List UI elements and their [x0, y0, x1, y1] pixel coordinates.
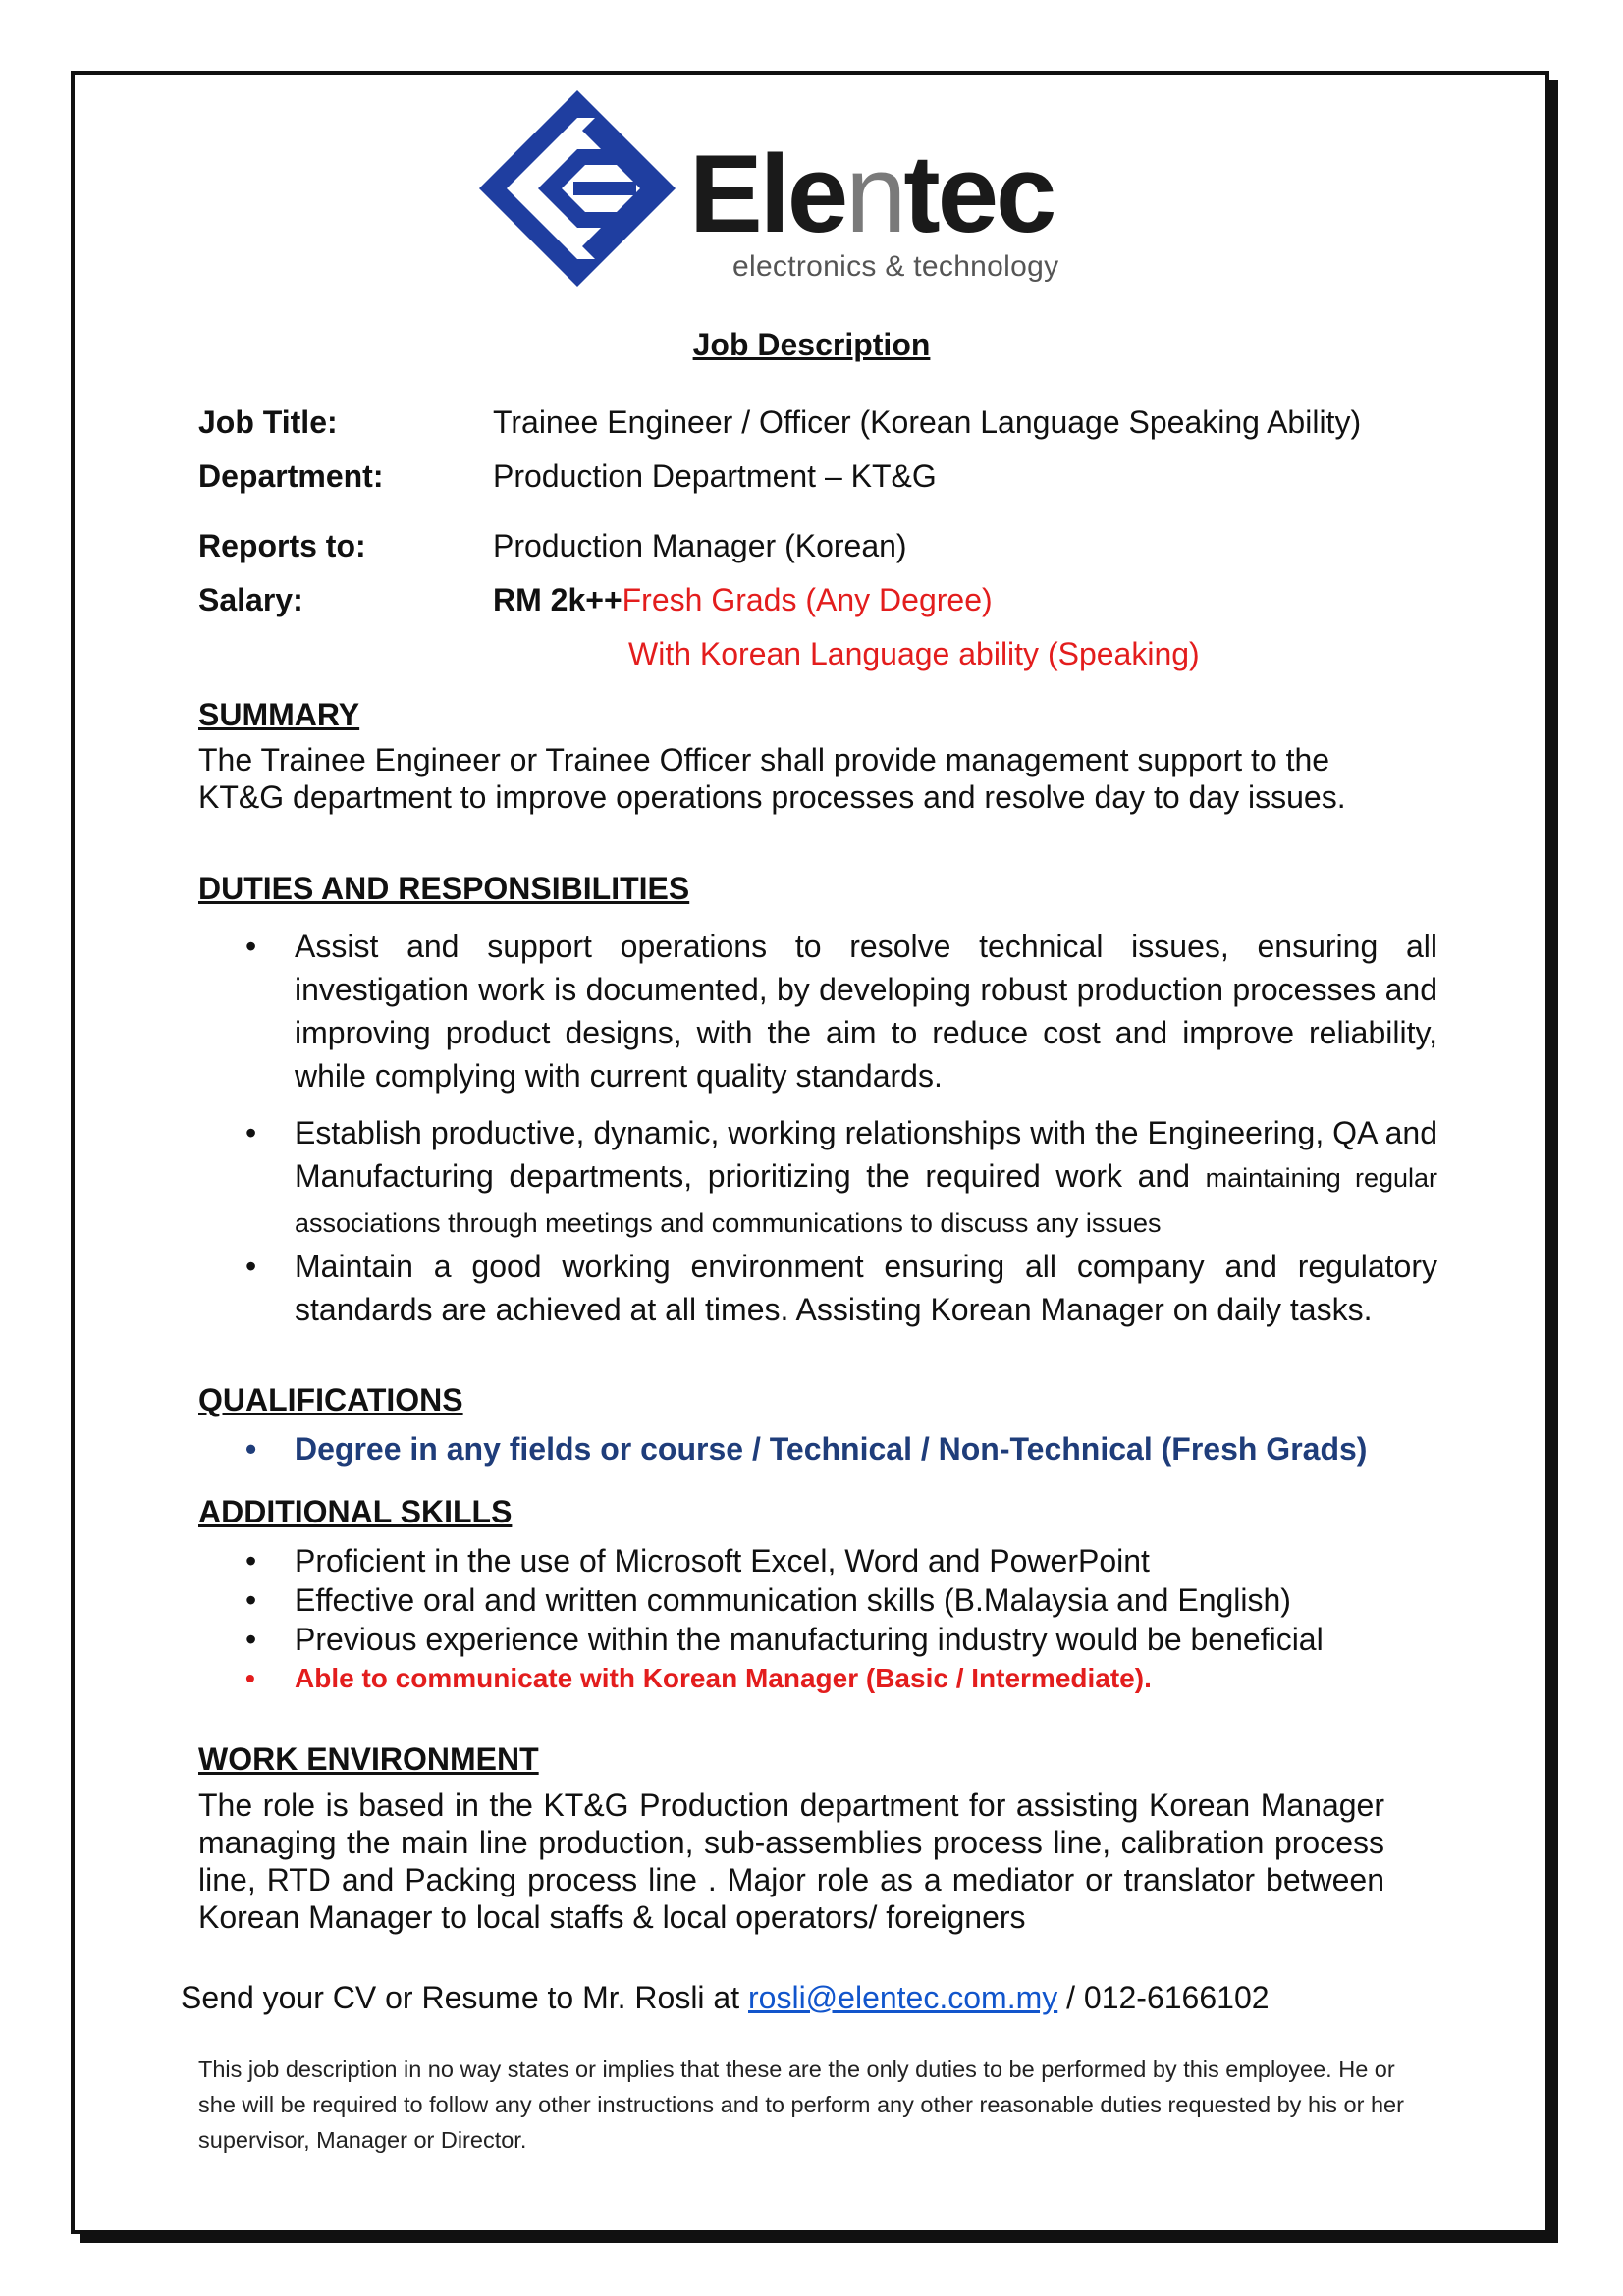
salary-note-2: With Korean Language ability (Speaking) [628, 636, 1200, 671]
duties-list [198, 925, 1437, 1345]
summary-text: The Trainee Engineer or Trainee Officer shall provide management support to the KT&G department to improve operations processes and resolve day to day issues. [198, 742, 1346, 815]
list-item: • Maintain a good working environment ensuring all company and regulatory standards are achieved at all times. Assisting Korean Manager on daily tasks. [198, 1245, 1437, 1331]
qualifications-list [198, 1429, 1437, 1468]
job-title-value: Trainee Engineer / Officer (Korean Language Speaking Ability) [493, 404, 1362, 440]
elentec-logo [479, 90, 1088, 287]
list-item: • Assist and support operations to resolve technical issues, ensuring all investigation work is documented, by developing robust production processes and improving product designs, with the aim to reduce cost and improve reliability, while complying with current quality standards. [198, 925, 1437, 1097]
department-value: Production Department – KT&G [493, 458, 937, 494]
disclaimer-text: This job description in no way states or implies that these are the only duties to be performed by this employee. He or she will be required to follow any other instructions and to perform any other reasonable duties requested by his or her supervisor, Manager or Director. [198, 2056, 1404, 2153]
work-environment-heading: WORK ENVIRONMENT [198, 1741, 539, 1777]
department-label: Department: [198, 458, 384, 494]
contact-line [181, 1978, 1270, 2017]
list-item: • Establish productive, dynamic, working relationships with the Engineering, QA and Manufacturing departments, prioritizing the required work and maintaining regular associations through meetings and communications to discuss any issues [198, 1111, 1437, 1245]
salary-figure: RM 2k++ [493, 582, 622, 617]
salary-value [493, 580, 993, 619]
duties-heading: DUTIES AND RESPONSIBILITIES [198, 871, 690, 906]
logo-wordmark: Elentec [689, 133, 1055, 255]
salary-label: Salary: [198, 582, 303, 617]
reports-to-value: Production Manager (Korean) [493, 528, 907, 563]
elentec-emblem-icon [479, 90, 685, 287]
list-item: • Previous experience within the manufacturing industry would be beneficial [198, 1620, 1437, 1659]
list-item: • Degree in any fields or course / Technical / Non-Technical (Fresh Grads) [198, 1429, 1437, 1468]
job-title-label: Job Title: [198, 404, 338, 440]
list-item: • Proficient in the use of Microsoft Excel, Word and PowerPoint [198, 1541, 1437, 1580]
work-environment-text: The role is based in the KT&G Production department for assisting Korean Manager managing the main line production, sub-assemblies process line, calibration process line, RTD and Packing process line . Major role as a mediator or translator between Korean Manager to local staffs & local operators/ foreigners [198, 1788, 1384, 1935]
contact-phone: / 012-6166102 [1066, 1980, 1270, 2015]
list-item: • Effective oral and written communication skills (B.Malaysia and English) [198, 1580, 1437, 1620]
additional-skills-heading: ADDITIONAL SKILLS [198, 1494, 513, 1529]
contact-prefix: Send your CV or Resume to Mr. Rosli at [181, 1980, 740, 2015]
reports-to-label: Reports to: [198, 528, 366, 563]
document-title: Job Description [692, 327, 931, 362]
summary-heading: SUMMARY [198, 697, 360, 732]
qualifications-heading: QUALIFICATIONS [198, 1382, 463, 1417]
contact-email-link[interactable]: rosli@elentec.com.my [748, 1980, 1058, 2015]
logo-tagline: electronics & technology [732, 250, 1059, 283]
salary-note: Fresh Grads (Any Degree) [622, 582, 993, 617]
additional-skills-list [198, 1541, 1437, 1698]
list-item: • Able to communicate with Korean Manager (Basic / Intermediate). [198, 1659, 1437, 1698]
